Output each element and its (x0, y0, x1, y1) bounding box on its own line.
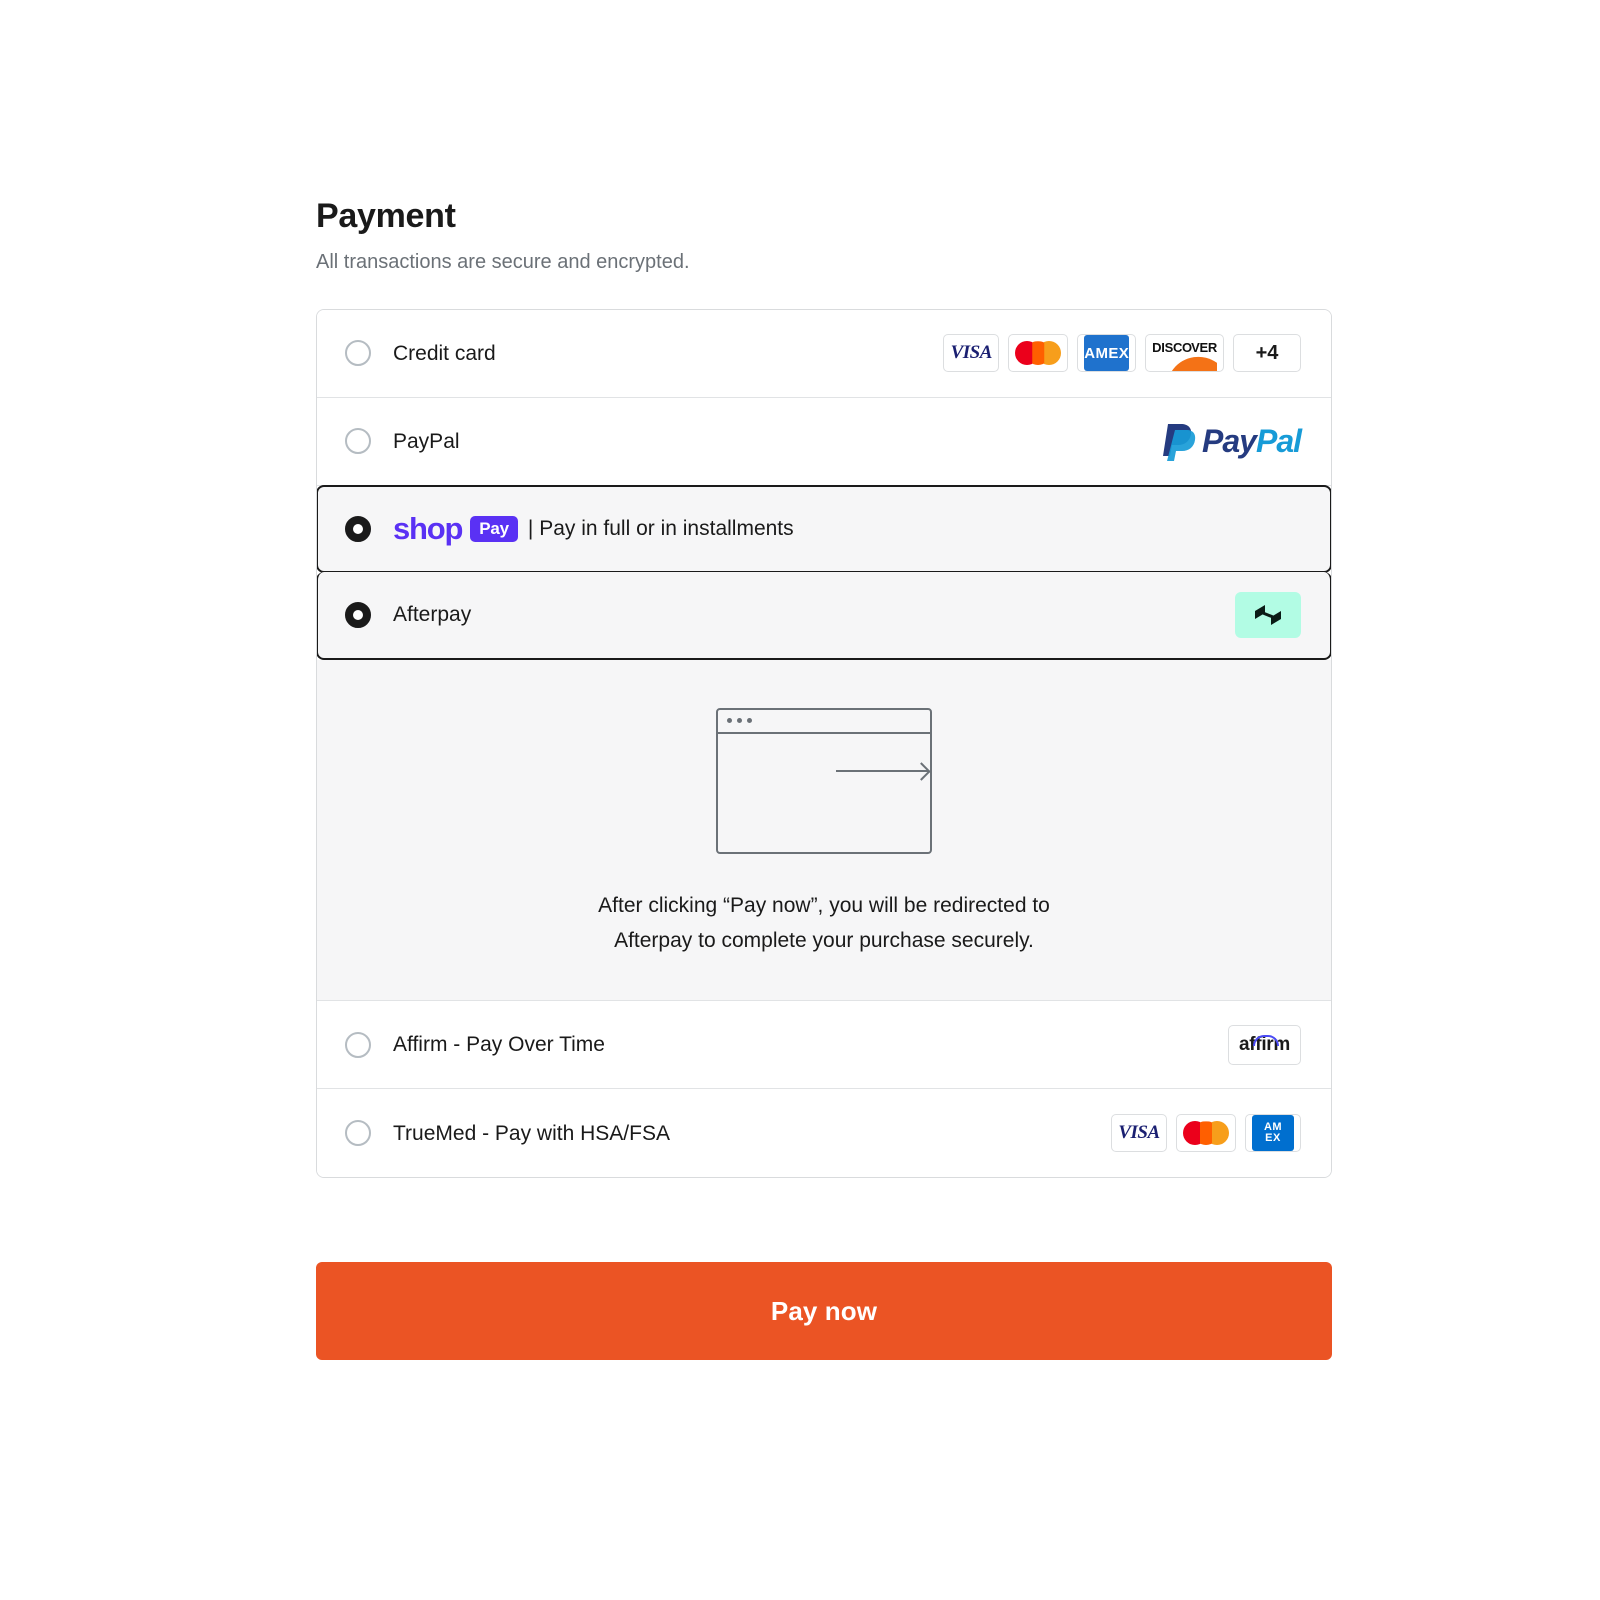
affirm-icon: affirm (1228, 1025, 1301, 1065)
visa-icon: VISA (943, 334, 999, 372)
payment-option-afterpay[interactable] (316, 572, 1332, 660)
radio-afterpay[interactable] (345, 602, 371, 628)
shop-pay-suffix: | Pay in full or in installments (527, 517, 794, 541)
mastercard-icon (1008, 334, 1068, 372)
radio-credit-card[interactable] (345, 340, 371, 366)
amex-icon: AM EX (1245, 1114, 1301, 1152)
redirect-notice-line2: Afterpay to complete your purchase securely. (614, 929, 1034, 953)
radio-paypal[interactable] (345, 428, 371, 454)
payment-option-label (393, 511, 1301, 547)
payment-option-label: TrueMed - Pay with HSA/FSA (393, 1121, 670, 1145)
payment-option-truemed[interactable] (317, 1089, 1331, 1177)
pay-chip: Pay (470, 516, 518, 542)
radio-shop-pay[interactable] (345, 516, 371, 542)
payment-section (316, 196, 1332, 1360)
afterpay-logo-icon (1235, 592, 1301, 638)
redirect-notice-line1: After clicking “Pay now”, you will be redirected to (598, 893, 1050, 917)
shop-pay-logo (393, 511, 518, 547)
affirm-badges (1228, 1025, 1301, 1065)
payment-option-label: Credit card (393, 341, 496, 365)
radio-affirm[interactable] (345, 1032, 371, 1058)
paypal-wordmark: PayPal (1202, 422, 1301, 459)
payment-option-shop-pay[interactable] (316, 485, 1332, 573)
shop-wordmark: shop (393, 511, 463, 547)
page-subtitle: All transactions are secure and encrypted. (316, 250, 690, 273)
radio-truemed[interactable] (345, 1120, 371, 1146)
more-cards-label: +4 (1255, 341, 1279, 364)
card-brand-badges (943, 334, 1301, 372)
payment-option-label: Affirm - Pay Over Time (393, 1033, 605, 1057)
pay-now-button[interactable]: Pay now (316, 1262, 1332, 1360)
more-cards-badge[interactable] (1233, 334, 1301, 372)
amex-icon: AMEX (1077, 334, 1136, 372)
paypal-logo (1162, 421, 1301, 461)
payment-option-affirm[interactable] (317, 1001, 1331, 1089)
paypal-mark-icon (1162, 421, 1196, 461)
discover-icon: DISCOVER (1145, 334, 1224, 372)
payment-option-label: Afterpay (393, 603, 472, 627)
visa-icon: VISA (1111, 1114, 1167, 1152)
payment-option-paypal[interactable] (317, 398, 1331, 486)
payment-option-credit-card[interactable] (317, 310, 1331, 398)
payment-option-label: PayPal (393, 429, 460, 453)
truemed-card-badges (1111, 1114, 1301, 1152)
redirect-illustration-icon (716, 708, 932, 854)
afterpay-redirect-notice (317, 660, 1331, 1002)
mastercard-icon (1176, 1114, 1236, 1152)
payment-methods-list (316, 309, 1332, 1179)
page-title: Payment (316, 197, 456, 235)
